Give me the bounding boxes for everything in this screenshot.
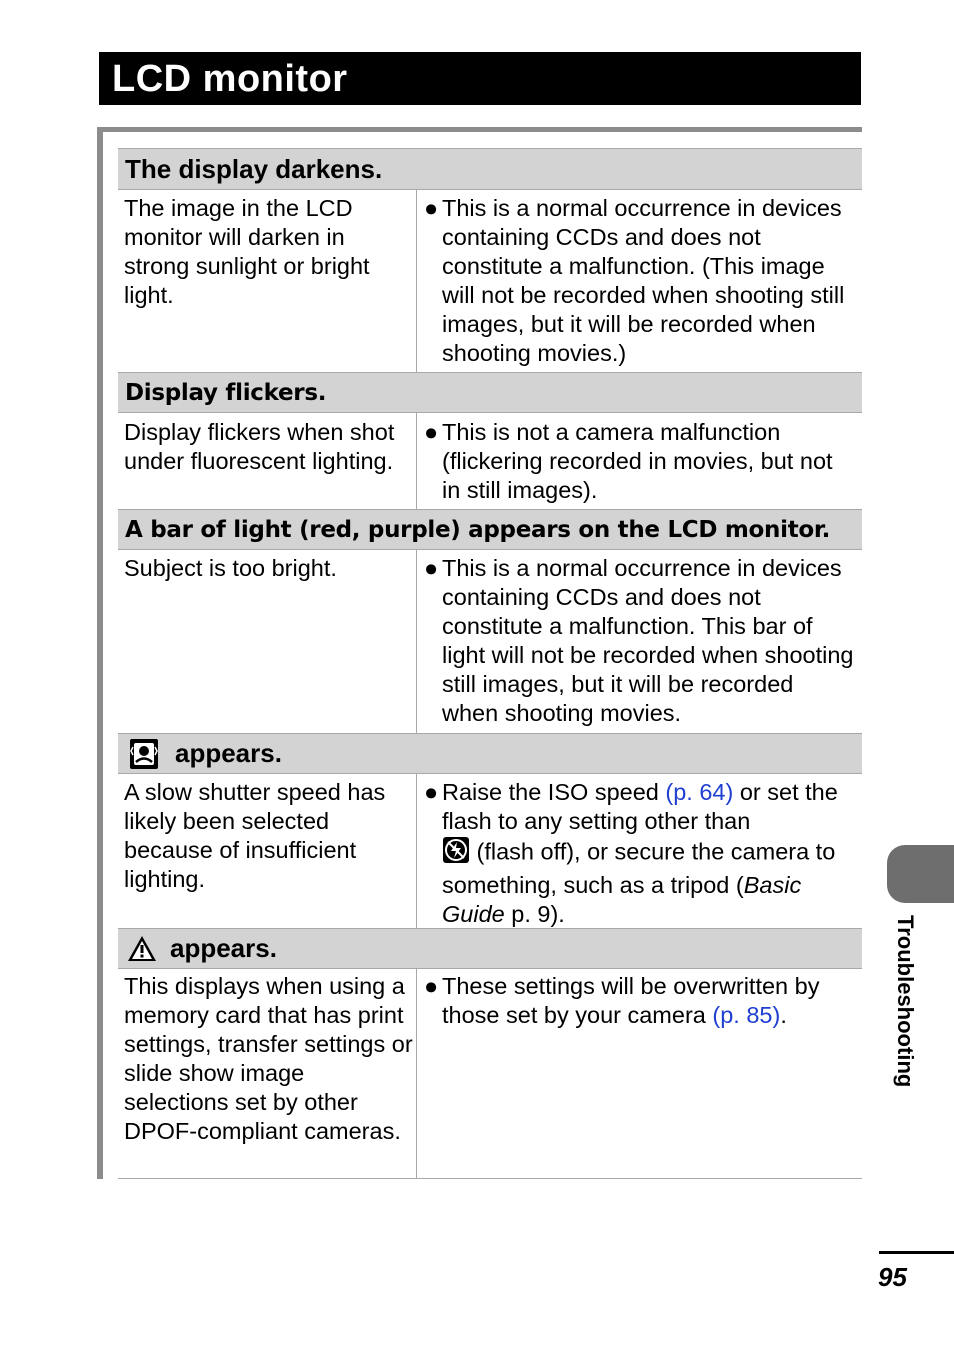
section-heading-text: Display flickers. [125,380,327,406]
bullet-icon: ● [424,555,439,581]
column-divider [416,550,417,733]
solution-text: ● Raise the ISO speed (p. 64) or set the flash to any setting other than (flash off), or secure the camera to something, such as a tripod (Basic Guide p. 9). [424,779,838,927]
chapter-tab [887,845,954,903]
problem-cause-text: The image in the LCD monitor will darken in strong sunlight or bright light. [124,195,370,308]
solution-text: ● This is a normal occurrence in devices containing CCDs and does not constitute a malfunction. (This image will not be recorded when shooting still images, but it will be recorded when shooting movies.) [424,195,845,366]
column-divider [416,190,417,372]
flash-off-icon [442,836,470,871]
column-divider [416,774,417,928]
solution-text: ● These settings will be overwritten by those set by your camera (p. 85). [424,973,820,1028]
page-number-rule [879,1251,954,1254]
camera-shake-icon [129,738,159,775]
solution-text: ● This is a normal occurrence in devices containing CCDs and does not constitute a malfunction. This bar of light will not be recorded when shooting still images, but it will be recorded when shooting movies. [424,555,854,726]
section-heading-warning [118,928,862,969]
section-heading-text: appears. [170,933,277,963]
chapter-tab-label: Troubleshooting [893,915,918,1088]
problem-cause-text: Display flickers when shot under fluorescent lighting. [124,419,395,474]
section-heading-camera-shake [118,733,862,774]
page-number: 95 [878,1262,907,1292]
section-heading-text: A bar of light (red, purple) appears on the LCD monitor. [125,517,831,543]
section-heading-bar-of-light [118,509,862,550]
table-bottom-rule [118,1178,862,1179]
section-heading-display-flickers [118,372,862,413]
warning-triangle-icon [127,935,157,967]
page-reference-link[interactable]: (p. 85) [712,1002,781,1028]
page-title: LCD monitor [112,58,348,100]
column-divider [416,969,417,1179]
bullet-icon: ● [424,195,439,221]
bullet-icon: ● [424,779,439,805]
section-heading-text: appears. [175,738,282,768]
problem-cause-text: Subject is too bright. [124,555,337,581]
bullet-icon: ● [424,419,439,445]
bullet-icon: ● [424,973,439,999]
problem-cause-text: This displays when using a memory card that has print settings, transfer settings or slide show image selections set by other DPOF-compliant cameras. [124,973,413,1144]
section-heading-text: The display darkens. [125,154,383,184]
section-heading-display-darkens [118,148,862,190]
top-rule [97,127,862,132]
page-reference-link[interactable]: (p. 64) [665,779,734,805]
problem-cause-text: A slow shutter speed has likely been selected because of insufficient lighting. [124,779,386,892]
page-title-bar [99,52,861,105]
column-divider [416,413,417,509]
left-rule [97,127,103,1179]
solution-text: ● This is not a camera malfunction (flickering recorded in movies, but not in still images). [424,419,833,503]
